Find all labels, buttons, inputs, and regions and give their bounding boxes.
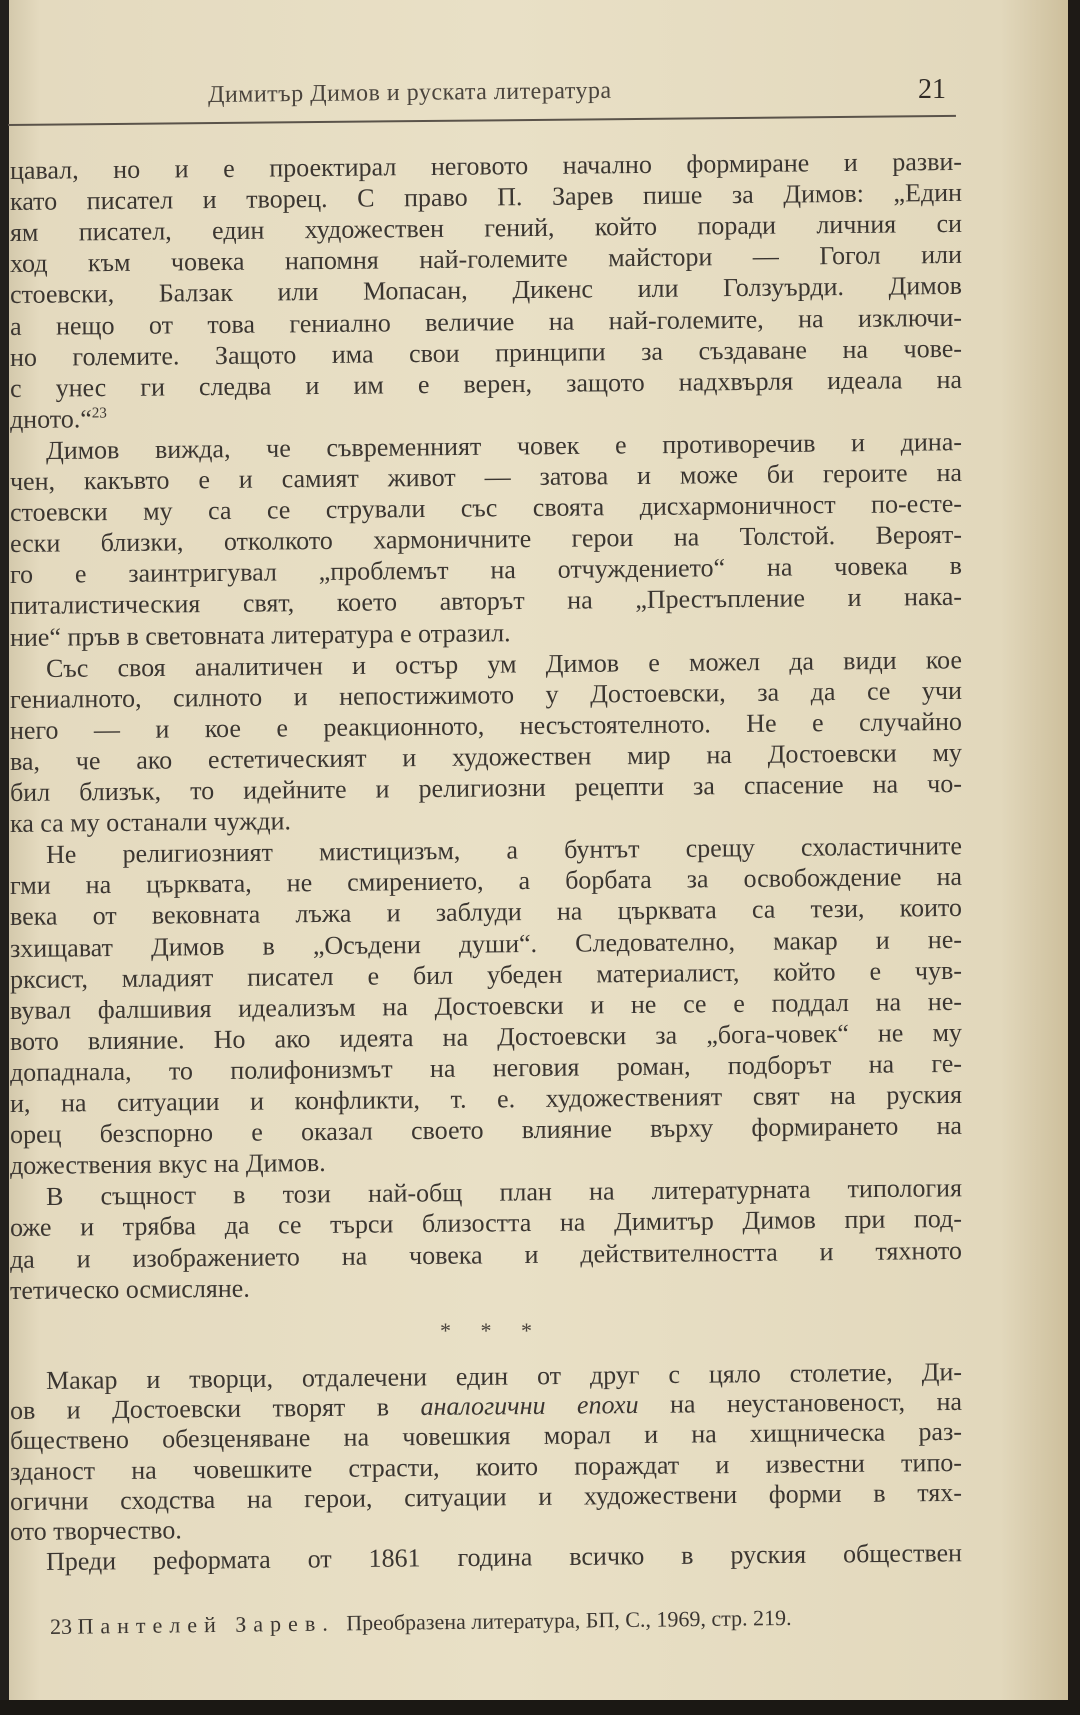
line-text: ям писател, един художествен гений, който поради личния си — [9, 209, 963, 248]
line-text: Преди реформата от 1861 година всичко в руския обществен — [45, 1538, 963, 1577]
line-text: вувал фалшивия идеализъм на Достоевски и не се е поддал на не- — [9, 986, 963, 1025]
line-text: и, на ситуации и конфликти, т. е. художественият свят на руския — [9, 1079, 963, 1118]
line-text: дожествения вкус на Димов. — [9, 1148, 326, 1181]
line-text: ние“ пръв в световната литература е отразил. — [9, 617, 511, 652]
line-text: зданост на човешките страсти, които пораждат и известни типо- — [9, 1447, 963, 1486]
line-text: тетическо осмисляне. — [9, 1273, 250, 1305]
footnote-number: 23 — [49, 1613, 73, 1639]
line-text: рксист, младият писател е бил убеден материалист, който е чув- — [9, 955, 963, 994]
line-text: стоевски му са се стрували със своята дисхармоничност по-есте- — [9, 488, 963, 528]
line-text: Димов вижда, че съвременният човек е противоречив и дина- — [45, 427, 963, 465]
line-text: него — и кое е реакционното, несъстоятелното. Не е случайно — [9, 706, 963, 745]
footnote-author: Пантелей Зарев. — [77, 1610, 335, 1639]
line-text: допаднала, то полифонизмът на неговия роман, подборът на ге- — [9, 1048, 963, 1087]
line-text: питалистическия свят, което авторът на „Престъпление и нака- — [9, 582, 963, 621]
line-text: Със своя аналитичен и остър ум Димов е можел да види кое — [45, 644, 963, 683]
line-text: дното.“ — [9, 404, 92, 434]
line-text: зхищават Димов в „Осъдени души“. Следователно, макар и не- — [9, 924, 963, 963]
line-text-continued: на неустановеност, на — [638, 1387, 963, 1420]
line-text: го е заинтригувал „проблемът на отчуждението“ на човека в — [9, 551, 963, 590]
scan-bottom-edge — [0, 1700, 1080, 1715]
line-text: бил близък, то идейните и религиозни рецепти за спасение на чо- — [9, 768, 963, 807]
line-text: оже и трябва да се търси близостта на Димитър Димов при под- — [9, 1204, 963, 1243]
book-binding-shadow — [0, 0, 9, 1700]
line-text: ва, че ако естетическият и художествен мир на Достоевски му — [9, 737, 963, 776]
page-number: 21 — [918, 74, 946, 105]
line-text: гениалното, силното и непостижимото у Достоевски, за да се учи — [9, 675, 963, 714]
line-text: огични сходства на герои, ситуации и художествени форми в тях- — [9, 1477, 963, 1516]
line-text: а нещо от това гениално величие на най-големите, на изключи- — [9, 302, 963, 341]
header-rule — [8, 115, 956, 126]
line-text: вото влияние. Но ако идеята на Достоевски за „бога-човек“ не му — [9, 1017, 963, 1056]
section-separator: * * * — [440, 1318, 544, 1343]
footnote-reference: 23 — [91, 405, 107, 422]
footnote — [50, 1605, 792, 1640]
line-text: века от вековната лъжа и заблуди на църквата са тези, които — [9, 893, 963, 932]
line-text: като писател и творец. С право П. Зарев пише за Димов: „Един — [9, 177, 963, 217]
line-text: да и изображението на човека и действителността и тяхното — [9, 1235, 963, 1274]
line-text: цавал, но и е проектирал неговото начално формиране и разви- — [9, 146, 963, 185]
line-text: орец безспорно е оказал своето влияние върху формирането на — [9, 1110, 963, 1150]
footnote-text: Преобразена литература, БП, С., 1969, стр. 219. — [346, 1604, 792, 1636]
italic-phrase: аналогични епохи — [420, 1390, 639, 1422]
line-text: стоевски, Балзак или Мопасан, Дикенс или Голзуърди. Димов — [9, 271, 963, 310]
running-title: Димитър Димов и руската литература — [207, 77, 612, 108]
line-text: ход към човека напомня най-големите майстори — Гогол или — [9, 240, 963, 279]
line-text: но големите. Защото има свои принципи за създаване на чове- — [9, 333, 963, 372]
line-text: бществено обезценяване на човешкия морал и на хищническа раз- — [9, 1417, 963, 1456]
line-text: ото творчество. — [9, 1515, 182, 1546]
line-text: Макар и творци, отдалечени един от друг с цяло столетие, Ди- — [45, 1357, 963, 1395]
line-text: ов и Достоевски творят в — [9, 1392, 421, 1426]
line-text: Не религиозният мистицизъм, а бунтът срещу схоластичните — [45, 831, 963, 870]
line-text: ка са му останали чужди. — [9, 806, 292, 839]
line-text: ески близки, отколкото хармоничните герои на Толстой. Вероят- — [9, 520, 963, 559]
line-text: В същност в този най-общ план на литературната типология — [45, 1173, 963, 1212]
line-text: гми на църквата, не смирението, а борбата за освобождение на — [9, 862, 963, 901]
line-text: с унес ги следва и им е верен, защото надхвърля идеала на — [9, 364, 963, 403]
line-text: чен, какъвто е и самият живот — затова и може би героите на — [9, 457, 963, 496]
